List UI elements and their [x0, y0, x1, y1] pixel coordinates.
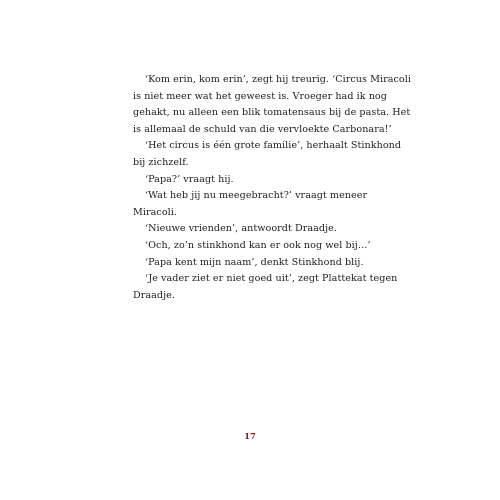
text-line: ‘Nieuwe vrienden’, antwoordt Draadje.: [145, 223, 337, 235]
text-line: ‘Je vader ziet er niet goed uit’, zegt Plattekat tegen: [145, 273, 398, 285]
text-line: ‘Och, zo’n stinkhond kan er ook nog wel bij…’: [145, 239, 371, 251]
body-text: [133, 72, 411, 304]
page-number: 17: [244, 432, 256, 442]
text-line: Miracoli.: [133, 206, 177, 218]
text-line: Draadje.: [133, 289, 175, 301]
text-line: is allemaal de schuld van die vervloekte Carbonara!’: [133, 123, 392, 135]
text-line: is niet meer wat het geweest is. Vroeger had ik nog: [133, 90, 387, 102]
text-line: ‘Papa?’ vraagt hij.: [145, 173, 234, 185]
text-line: bij zichzelf.: [133, 156, 189, 168]
text-line: ‘Papa kent mijn naam’, denkt Stinkhond blij.: [145, 256, 364, 268]
text-line: ‘Kom erin, kom erin’, zegt hij treurig. ‘Circus Miracoli: [145, 74, 411, 85]
text-line: gehakt, nu alleen een blik tomatensaus bij de pasta. Het: [133, 107, 411, 119]
text-line: ‘Het circus is één grote familie’, herhaalt Stinkhond: [145, 140, 402, 152]
text-line: ‘Wat heb jij nu meegebracht?’ vraagt meneer: [145, 190, 368, 202]
